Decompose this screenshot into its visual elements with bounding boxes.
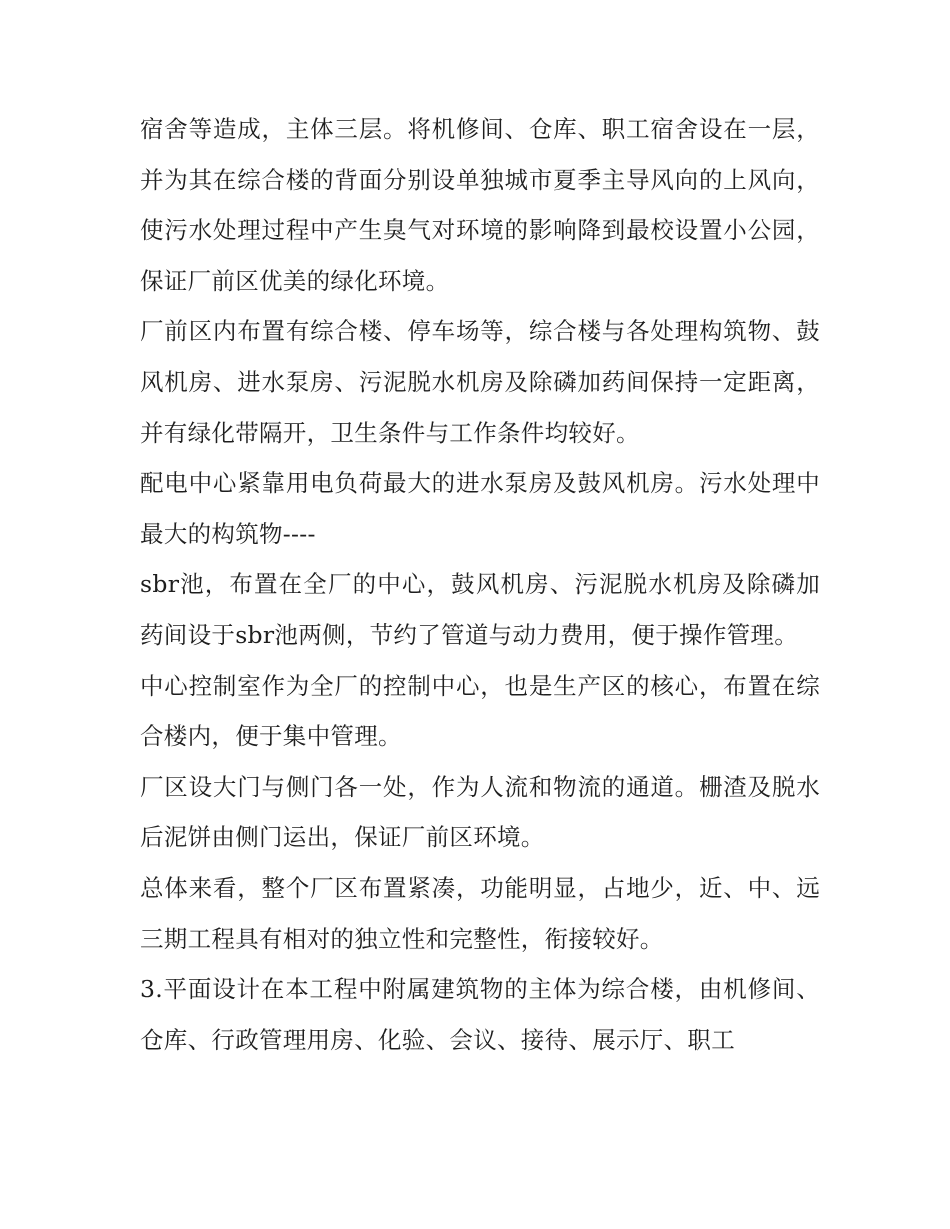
paragraph: 中心控制室作为全厂的控制中心，也是生产区的核心，布置在综合楼内，便于集中管理。 [140,671,820,751]
paragraph: 总体来看，整个厂区布置紧凑，功能明显，占地少，近、中、远三期工程具有相对的独立性和完整性，衔接较好。 [140,873,820,953]
paragraph: 厂区设大门与侧门各一处，作为人流和物流的通道。栅渣及脱水后泥饼由侧门运出，保证厂前区环境。 [140,772,820,852]
paragraph: 3.平面设计在本工程中附属建筑物的主体为综合楼，由机修间、仓库、行政管理用房、化验、会议、接待、展示厅、职工 [140,975,820,1054]
paragraph: 配电中心紧靠用电负荷最大的进水泵房及鼓风机房。污水处理中最大的构筑物---- [140,469,820,548]
paragraph: sbr池，布置在全厂的中心，鼓风机房、污泥脱水机房及除磷加药间设于sbr池两侧，节约了管道与动力费用，便于操作管理。 [140,570,820,649]
paragraph: 宿舍等造成，主体三层。将机修间、仓库、职工宿舍设在一层，并为其在综合楼的背面分别设单独城市夏季主导风向的上风向，使污水处理过程中产生臭气对环境的影响降到最校设置小公园，保证厂前区优美的绿化环境。 [140,115,820,295]
document-body [140,104,820,1065]
paragraph: 厂前区内布置有综合楼、停车场等，综合楼与各处理构筑物、鼓风机房、进水泵房、污泥脱水机房及除磷加药间保持一定距离，并有绿化带隔开，卫生条件与工作条件均较好。 [140,317,820,447]
